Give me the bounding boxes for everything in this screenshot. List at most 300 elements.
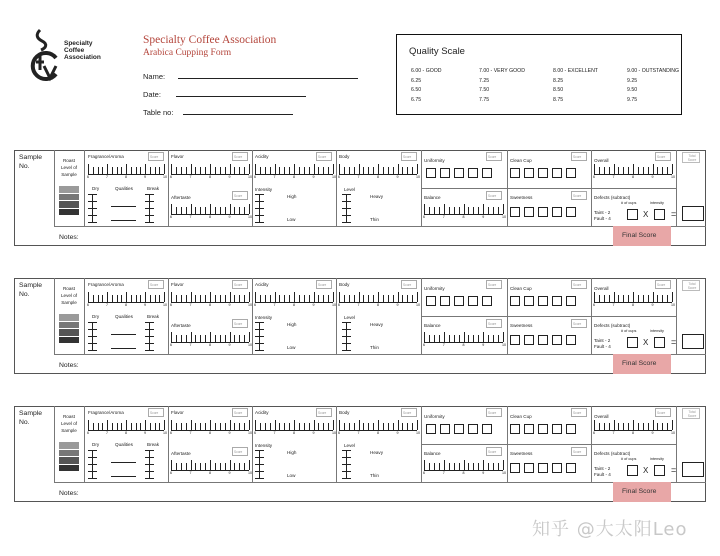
total-score-box[interactable] xyxy=(682,152,700,163)
sweetness-cup-checkbox[interactable] xyxy=(524,463,534,473)
overall-score-box[interactable] xyxy=(655,408,671,417)
body-level-vertical-tick xyxy=(342,464,351,465)
acidity-scale-tick xyxy=(289,167,290,174)
roast-swatch-1[interactable] xyxy=(59,442,79,450)
uniformity-cup-checkbox[interactable] xyxy=(454,168,464,178)
fragrance-score-box[interactable] xyxy=(148,280,164,289)
defect-result-box[interactable] xyxy=(682,206,704,221)
body-scale-tick xyxy=(417,292,418,302)
dry-vertical-tick xyxy=(88,201,97,202)
acidity-high-label: High xyxy=(287,194,297,199)
notes-label: Notes: xyxy=(59,362,79,369)
flavor-label: Flavor xyxy=(171,154,184,159)
fragrance-scale-number: 9 xyxy=(144,431,146,435)
balance-score-box[interactable] xyxy=(486,447,502,456)
body-level-label: Level xyxy=(344,187,355,192)
overall-scale-tick xyxy=(604,423,605,430)
aftertaste-scale-tick xyxy=(210,204,211,214)
flavor-scale-tick xyxy=(249,164,250,174)
qualities-line-1[interactable] xyxy=(111,206,136,207)
clean-cup-cup-checkbox[interactable] xyxy=(538,424,548,434)
acidity-intensity-vertical-tick xyxy=(255,215,264,216)
acidity-scale-tick xyxy=(255,292,256,302)
aftertaste-score-box[interactable] xyxy=(232,447,248,456)
roast-swatch-3[interactable] xyxy=(59,457,79,465)
acidity-score-label: Score xyxy=(318,155,327,159)
sweetness-cup-checkbox[interactable] xyxy=(552,335,562,345)
overall-scale-tick xyxy=(653,420,654,430)
column-divider xyxy=(168,150,169,226)
body-level-vertical-tick xyxy=(342,194,351,195)
qualities-line-2[interactable] xyxy=(111,476,136,477)
overall-scale-tick xyxy=(628,423,629,430)
fragrance-aroma-label: Fragrance/Aroma xyxy=(88,154,124,159)
acidity-scale-tick xyxy=(284,167,285,174)
roast-swatch-4[interactable] xyxy=(59,209,79,217)
body-scale-number: 7 xyxy=(357,431,360,435)
balance-scale-tick xyxy=(439,207,440,214)
overall-score-box[interactable] xyxy=(655,280,671,289)
fragrance-scale-number: 6 xyxy=(87,431,89,435)
body-label: Body xyxy=(339,282,350,287)
uniformity-cup-checkbox[interactable] xyxy=(482,296,492,306)
clean-cup-cup-checkbox[interactable] xyxy=(510,168,520,178)
acidity-low-label: Low xyxy=(287,473,296,478)
fragrance-scale-tick xyxy=(107,164,108,174)
flavor-scale-tick xyxy=(234,295,235,302)
clean-cup-cup-checkbox[interactable] xyxy=(510,296,520,306)
aftertaste-scale-number: 7 xyxy=(189,471,192,475)
flavor-scale-number: 8 xyxy=(209,303,211,307)
fragrance-scale-number: 9 xyxy=(144,175,146,179)
fragrance-score-label: Score xyxy=(150,155,159,159)
balance-scale-tick xyxy=(473,463,474,470)
body-scale-tick xyxy=(354,295,355,302)
dry-vertical-tick xyxy=(88,450,97,451)
break-vertical-tick xyxy=(145,471,154,472)
roast-level-swatch[interactable] xyxy=(59,314,79,344)
column-divider xyxy=(84,278,85,354)
fragrance-scale-tick xyxy=(164,164,165,174)
balance-scale-tick xyxy=(478,207,479,214)
column-divider xyxy=(336,278,337,354)
flavor-scale-tick xyxy=(230,292,231,302)
overall-scale-number: 8 xyxy=(632,175,634,179)
fault-label: Fault - 4 xyxy=(594,344,611,349)
logo-word-2: Coffee xyxy=(64,47,85,55)
flavor-score-label: Score xyxy=(234,283,243,287)
flavor-score-box[interactable] xyxy=(232,280,248,289)
mid-divider xyxy=(507,316,593,317)
body-score-box[interactable] xyxy=(401,152,417,161)
qualities-line-1[interactable] xyxy=(111,334,136,335)
clean-cup-score-box[interactable] xyxy=(571,152,587,161)
uniformity-score-box[interactable] xyxy=(486,408,502,417)
acidity-scale-number: 6 xyxy=(254,431,256,435)
body-score-box[interactable] xyxy=(401,408,417,417)
acidity-scale-tick xyxy=(328,295,329,302)
defect-intensity-label: intensity xyxy=(650,329,664,333)
balance-score-box[interactable] xyxy=(486,319,502,328)
sweetness-cup-checkbox[interactable] xyxy=(510,207,520,217)
final-score-label: Final Score xyxy=(622,232,657,239)
body-scale-tick xyxy=(412,295,413,302)
balance-score-box[interactable] xyxy=(486,191,502,200)
aftertaste-scale-tick xyxy=(220,463,221,470)
roast-swatch-4[interactable] xyxy=(59,465,79,473)
aftertaste-scale-tick xyxy=(186,207,187,214)
date-field[interactable] xyxy=(176,96,306,97)
acidity-score-box[interactable] xyxy=(316,408,332,417)
acidity-scale-tick xyxy=(270,167,271,174)
break-vertical-tick xyxy=(145,222,154,223)
clean-cup-cup-checkbox[interactable] xyxy=(524,296,534,306)
uniformity-cup-checkbox[interactable] xyxy=(454,424,464,434)
body-level-vertical-tick xyxy=(342,450,351,451)
aftertaste-scale-tick xyxy=(220,207,221,214)
sweetness-score-box[interactable] xyxy=(571,191,587,200)
overall-scale-tick xyxy=(662,295,663,302)
flavor-score-box[interactable] xyxy=(232,408,248,417)
balance-scale-number: 6 xyxy=(423,471,425,475)
uniformity-score-box[interactable] xyxy=(486,280,502,289)
body-scale-tick xyxy=(349,295,350,302)
uniformity-cup-checkbox[interactable] xyxy=(426,424,436,434)
flavor-scale-tick xyxy=(239,423,240,430)
body-scale-number: 10 xyxy=(416,431,420,435)
sweetness-cup-checkbox[interactable] xyxy=(524,335,534,345)
acidity-score-box[interactable] xyxy=(316,280,332,289)
uniformity-cup-checkbox[interactable] xyxy=(440,168,450,178)
sweetness-cup-checkbox[interactable] xyxy=(510,463,520,473)
qualities-label: Qualities xyxy=(115,442,133,447)
defect-intensity-box[interactable] xyxy=(654,465,665,476)
overall-scale-tick xyxy=(594,292,595,302)
sweetness-cup-checkbox[interactable] xyxy=(552,207,562,217)
table-no-field[interactable] xyxy=(183,114,293,115)
clean-cup-cup-checkbox[interactable] xyxy=(566,296,576,306)
fragrance-scale-number: 10 xyxy=(163,431,167,435)
sweetness-score-box[interactable] xyxy=(571,447,587,456)
overall-scale-tick xyxy=(653,164,654,174)
clean-cup-cup-checkbox[interactable] xyxy=(552,424,562,434)
aftertaste-scale-tick xyxy=(181,207,182,214)
balance-scale-tick xyxy=(488,207,489,214)
body-scale-tick xyxy=(344,295,345,302)
uniformity-cup-checkbox[interactable] xyxy=(482,424,492,434)
cupping-form-3 xyxy=(14,406,706,502)
aftertaste-scale-tick xyxy=(225,335,226,342)
quality-scale-value: 6.50 xyxy=(411,87,422,93)
sweetness-cup-checkbox[interactable] xyxy=(566,335,576,345)
sweetness-cup-checkbox[interactable] xyxy=(552,463,562,473)
clean-cup-cup-checkbox[interactable] xyxy=(524,168,534,178)
aftertaste-scale-tick xyxy=(249,460,250,470)
flavor-scale-tick xyxy=(220,295,221,302)
balance-label: Balance xyxy=(424,195,441,200)
overall-scale-tick xyxy=(657,167,658,174)
aftertaste-score-box[interactable] xyxy=(232,191,248,200)
total-score-box[interactable] xyxy=(682,408,700,419)
name-field[interactable] xyxy=(178,78,358,79)
fragrance-scale-tick xyxy=(150,423,151,430)
roast-swatch-4[interactable] xyxy=(59,337,79,345)
aftertaste-scale-tick xyxy=(239,463,240,470)
body-scale-tick xyxy=(339,292,340,302)
balance-scale-tick xyxy=(424,204,425,214)
uniformity-cup-checkbox[interactable] xyxy=(468,168,478,178)
sweetness-cup-checkbox[interactable] xyxy=(538,207,548,217)
body-level-vertical-tick xyxy=(342,478,351,479)
fragrance-scale-tick xyxy=(131,295,132,302)
aftertaste-scale-tick xyxy=(205,463,206,470)
uniformity-cup-checkbox[interactable] xyxy=(468,424,478,434)
sweetness-cup-checkbox[interactable] xyxy=(510,335,520,345)
aftertaste-scale-number: 6 xyxy=(170,343,172,347)
body-level-label: Level xyxy=(344,315,355,320)
overall-scale-number: 9 xyxy=(651,431,654,435)
overall-scale-tick xyxy=(633,420,634,430)
fragrance-score-box[interactable] xyxy=(148,408,164,417)
mid-divider xyxy=(507,188,593,189)
fragrance-scale-tick xyxy=(159,423,160,430)
balance-scale-tick xyxy=(459,463,460,470)
body-scale-tick xyxy=(378,292,379,302)
acidity-intensity-vertical-tick xyxy=(255,457,264,458)
dry-label: Dry xyxy=(92,186,100,191)
balance-scale-tick xyxy=(468,463,469,470)
uniformity-label: Uniformity xyxy=(424,158,445,163)
total-score-box[interactable] xyxy=(682,280,700,291)
sample-number-label: Sample No. xyxy=(19,154,43,170)
overall-scale-tick xyxy=(618,423,619,430)
fragrance-scale-tick xyxy=(126,164,127,174)
equals-sign: = xyxy=(671,465,677,475)
uniformity-cup-checkbox[interactable] xyxy=(426,296,436,306)
quality-scale-value: 9.25 xyxy=(627,78,638,84)
roast-swatch-2[interactable] xyxy=(59,450,79,458)
overall-scale-tick xyxy=(662,423,663,430)
overall-scale-tick xyxy=(672,164,673,174)
uniformity-score-box[interactable] xyxy=(486,152,502,161)
acidity-low-label: Low xyxy=(287,217,296,222)
aftertaste-scale-tick xyxy=(200,207,201,214)
uniformity-cup-checkbox[interactable] xyxy=(482,168,492,178)
acidity-scale-tick xyxy=(294,292,295,302)
uniformity-cup-checkbox[interactable] xyxy=(440,296,450,306)
defect-result-box[interactable] xyxy=(682,334,704,349)
acidity-intensity-vertical-tick xyxy=(255,471,264,472)
body-level-vertical-tick xyxy=(342,471,351,472)
acidity-scale-tick xyxy=(284,295,285,302)
flavor-scale-tick xyxy=(210,292,211,302)
balance-scale-tick xyxy=(449,335,450,342)
acidity-scale-tick xyxy=(299,167,300,174)
acidity-scale-tick xyxy=(318,167,319,174)
acidity-score-box[interactable] xyxy=(316,152,332,161)
balance-scale-tick xyxy=(444,204,445,214)
defect-result-box[interactable] xyxy=(682,462,704,477)
clean-cup-score-box[interactable] xyxy=(571,280,587,289)
body-score-box[interactable] xyxy=(401,280,417,289)
aftertaste-scale-tick xyxy=(191,332,192,342)
balance-scale-tick xyxy=(449,463,450,470)
aftertaste-scale-tick xyxy=(210,460,211,470)
flavor-scale-tick xyxy=(176,295,177,302)
break-label: Break xyxy=(147,186,160,191)
overall-score-label: Score xyxy=(657,155,666,159)
flavor-scale-number: 9 xyxy=(228,175,231,179)
clean-cup-cup-checkbox[interactable] xyxy=(538,168,548,178)
aftertaste-scale-number: 7 xyxy=(189,215,192,219)
fragrance-scale-tick xyxy=(117,167,118,174)
flavor-scale-tick xyxy=(186,167,187,174)
aftertaste-scale-number: 8 xyxy=(209,215,211,219)
fragrance-scale-tick xyxy=(102,167,103,174)
roast-swatch-1[interactable] xyxy=(59,314,79,322)
clean-cup-cup-checkbox[interactable] xyxy=(566,424,576,434)
aftertaste-score-label: Score xyxy=(234,450,243,454)
aftertaste-scale-tick xyxy=(171,204,172,214)
roast-swatch-3[interactable] xyxy=(59,201,79,209)
num-cups-box[interactable] xyxy=(627,465,638,476)
body-scale-tick xyxy=(398,164,399,174)
sweetness-cup-checkbox[interactable] xyxy=(538,463,548,473)
fragrance-scale-tick xyxy=(102,295,103,302)
roast-swatch-1[interactable] xyxy=(59,186,79,194)
fragrance-scale-tick xyxy=(93,167,94,174)
body-scale-number: 6 xyxy=(338,431,340,435)
defect-intensity-box[interactable] xyxy=(654,337,665,348)
clean-cup-cup-checkbox[interactable] xyxy=(552,296,562,306)
clean-cup-cup-checkbox[interactable] xyxy=(538,296,548,306)
uniformity-cup-checkbox[interactable] xyxy=(426,168,436,178)
acidity-scale-tick xyxy=(314,164,315,174)
clean-cup-cup-checkbox[interactable] xyxy=(552,168,562,178)
qualities-line-2[interactable] xyxy=(111,348,136,349)
overall-label: Overall xyxy=(594,414,609,419)
uniformity-score-label: Score xyxy=(488,283,497,287)
body-scale-tick xyxy=(402,167,403,174)
sweetness-cup-checkbox[interactable] xyxy=(566,207,576,217)
acidity-scale-tick xyxy=(289,423,290,430)
body-level-vertical-tick xyxy=(342,322,351,323)
acidity-intensity-label: Intensity xyxy=(255,187,273,192)
flavor-scale-number: 6 xyxy=(170,431,172,435)
sweetness-cup-checkbox[interactable] xyxy=(538,335,548,345)
acidity-scale-tick xyxy=(265,295,266,302)
balance-scale-number: 8 xyxy=(462,343,465,347)
clean-cup-cup-checkbox[interactable] xyxy=(510,424,520,434)
body-level-vertical-tick xyxy=(342,457,351,458)
flavor-scale-tick xyxy=(195,167,196,174)
acidity-scale-tick xyxy=(323,167,324,174)
aftertaste-scale-tick xyxy=(225,463,226,470)
overall-scale-number: 7 xyxy=(612,431,615,435)
overall-scale-number: 10 xyxy=(671,175,675,179)
balance-scale-number: 6 xyxy=(423,343,425,347)
dry-vertical-tick xyxy=(88,343,97,344)
roast-swatch-2[interactable] xyxy=(59,322,79,330)
acidity-scale-number: 6 xyxy=(254,175,256,179)
uniformity-cup-checkbox[interactable] xyxy=(468,296,478,306)
num-cups-label: # of cups xyxy=(621,201,637,205)
balance-scale-number: 10 xyxy=(502,215,506,219)
fragrance-scale-tick xyxy=(93,295,94,302)
defects-label: Defects (subtract) xyxy=(594,323,631,328)
clean-cup-score-box[interactable] xyxy=(571,408,587,417)
acidity-intensity-vertical-tick xyxy=(255,343,264,344)
logo-word-3: Association xyxy=(64,54,101,62)
acidity-scale-number: 7 xyxy=(273,303,276,307)
balance-scale-tick xyxy=(424,332,425,342)
fragrance-scale-number: 8 xyxy=(125,303,127,307)
sweetness-score-box[interactable] xyxy=(571,319,587,328)
clean-cup-cup-checkbox[interactable] xyxy=(566,168,576,178)
qualities-line-2[interactable] xyxy=(111,220,136,221)
acidity-high-label: High xyxy=(287,450,297,455)
fragrance-score-label: Score xyxy=(150,411,159,415)
notes-divider xyxy=(54,482,706,483)
sweetness-cup-checkbox[interactable] xyxy=(524,207,534,217)
column-divider xyxy=(54,406,55,482)
fault-label: Fault - 4 xyxy=(594,216,611,221)
balance-scale-tick xyxy=(493,335,494,342)
fragrance-scale-tick xyxy=(98,167,99,174)
flavor-scale-number: 6 xyxy=(170,303,172,307)
sweetness-cup-checkbox[interactable] xyxy=(566,463,576,473)
quality-scale-value: 9.75 xyxy=(627,97,638,103)
body-scale-tick xyxy=(378,164,379,174)
fragrance-score-box[interactable] xyxy=(148,152,164,161)
equals-sign: = xyxy=(671,209,677,219)
overall-scale-tick xyxy=(614,164,615,174)
times-sign: X xyxy=(643,338,649,347)
body-scale-tick xyxy=(393,295,394,302)
clean-cup-cup-checkbox[interactable] xyxy=(524,424,534,434)
num-cups-box[interactable] xyxy=(627,337,638,348)
roast-level-swatch[interactable] xyxy=(59,442,79,472)
aftertaste-scale-tick xyxy=(215,335,216,342)
logo-text xyxy=(64,40,101,62)
flavor-scale-tick xyxy=(205,295,206,302)
qualities-line-1[interactable] xyxy=(111,462,136,463)
break-vertical-tick xyxy=(145,194,154,195)
balance-scale-tick xyxy=(439,335,440,342)
aftertaste-score-box[interactable] xyxy=(232,319,248,328)
body-scale-tick xyxy=(363,423,364,430)
acidity-scale-number: 9 xyxy=(312,175,315,179)
aftertaste-scale-tick xyxy=(195,463,196,470)
quality-scale-title: Quality Scale xyxy=(409,46,465,57)
balance-label: Balance xyxy=(424,451,441,456)
uniformity-cup-checkbox[interactable] xyxy=(440,424,450,434)
aftertaste-scale-tick xyxy=(210,332,211,342)
overall-scale-number: 9 xyxy=(651,175,654,179)
body-scale-tick xyxy=(407,295,408,302)
roast-swatch-3[interactable] xyxy=(59,329,79,337)
num-cups-box[interactable] xyxy=(627,209,638,220)
uniformity-cup-checkbox[interactable] xyxy=(454,296,464,306)
overall-score-box[interactable] xyxy=(655,152,671,161)
flavor-score-box[interactable] xyxy=(232,152,248,161)
roast-level-swatch[interactable] xyxy=(59,186,79,216)
dry-vertical-tick xyxy=(88,194,97,195)
roast-swatch-2[interactable] xyxy=(59,194,79,202)
fragrance-scale-tick xyxy=(136,295,137,302)
defect-intensity-box[interactable] xyxy=(654,209,665,220)
acidity-intensity-vertical-tick xyxy=(255,329,264,330)
